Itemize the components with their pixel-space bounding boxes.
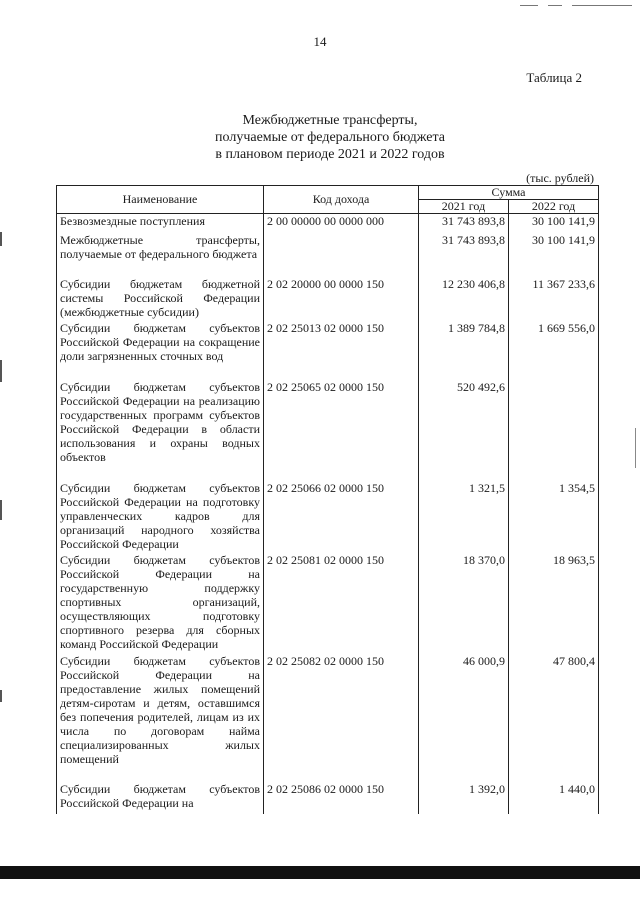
table-header (57, 186, 599, 214)
table-row (57, 277, 599, 321)
row-value-2021: 1 392,0 (419, 782, 509, 814)
row-name: Субсидии бюджетам бюджетной системы Российской Федерации (межбюджетные субсидии) (57, 277, 264, 321)
row-value-2022: 1 354,5 (509, 481, 599, 553)
row-value-2022: 47 800,4 (509, 654, 599, 782)
row-code: 2 02 25082 02 0000 150 (264, 654, 419, 782)
row-code: 2 02 25081 02 0000 150 (264, 553, 419, 654)
scan-margin-mark (0, 360, 2, 382)
table-label: Таблица 2 (526, 70, 582, 85)
table-row (57, 380, 599, 481)
row-name: Субсидии бюджетам субъектов Российской Федерации на реализацию государственных программ субъектов Российской Федерации в области использования и охраны водных объектов (57, 380, 264, 481)
row-value-2021: 1 389 784,8 (419, 321, 509, 380)
row-name: Межбюджетные трансферты, получаемые от федерального бюджета (57, 233, 264, 277)
header-code: Код дохода (264, 186, 419, 214)
scan-margin-mark (635, 428, 636, 468)
row-value-2021: 1 321,5 (419, 481, 509, 553)
scan-margin-mark (0, 500, 2, 520)
row-value-2022: 1 669 556,0 (509, 321, 599, 380)
row-name: Субсидии бюджетам субъектов Российской Федерации на (57, 782, 264, 814)
row-code: 2 00 00000 00 0000 000 (264, 214, 419, 233)
row-value-2022: 18 963,5 (509, 553, 599, 654)
scan-artifact-top (520, 5, 538, 6)
row-code: 2 02 25065 02 0000 150 (264, 380, 419, 481)
scan-margin-mark (0, 232, 2, 246)
table-body (57, 214, 599, 814)
table-row (57, 654, 599, 782)
row-name: Субсидии бюджетам субъектов Российской Федерации на сокращение доли загрязненных сточных вод (57, 321, 264, 380)
row-value-2021: 12 230 406,8 (419, 277, 509, 321)
header-year-2021: 2021 год (419, 200, 509, 214)
header-name: Наименование (57, 186, 264, 214)
scan-artifact-top (572, 5, 632, 6)
table-row (57, 553, 599, 654)
title-line-1: Межбюджетные трансферты, (242, 113, 418, 128)
title-line-2: получаемые от федерального бюджета (215, 130, 445, 145)
row-value-2021: 18 370,0 (419, 553, 509, 654)
row-name: Субсидии бюджетам субъектов Российской Федерации на подготовку управленческих кадров для организаций народного хозяйства Российской Федерации (57, 481, 264, 553)
row-value-2022: 30 100 141,9 (509, 233, 599, 277)
row-code: 2 02 25066 02 0000 150 (264, 481, 419, 553)
header-sum: Сумма (419, 186, 599, 200)
row-name: Субсидии бюджетам субъектов Российской Федерации на государственную поддержку спортивных организаций, осуществляющих подготовку спортивного резерва для сборных команд Российской Федерации (57, 553, 264, 654)
page-number: 14 (313, 34, 327, 49)
row-value-2022: 11 367 233,6 (509, 277, 599, 321)
row-value-2021: 31 743 893,8 (419, 233, 509, 277)
table-row (57, 481, 599, 553)
scan-artifact-top (548, 5, 562, 6)
row-name: Субсидии бюджетам субъектов Российской Федерации на предоставление жилых помещений детям-сиротам и детям, оставшимся без попечения родителей, лицам из их числа по договорам найма специализированных жилых помещений (57, 654, 264, 782)
header-year-2022: 2022 год (509, 200, 599, 214)
row-value-2021: 31 743 893,8 (419, 214, 509, 233)
scan-bottom-edge (0, 866, 640, 879)
scan-margin-mark (0, 690, 2, 702)
row-value-2021: 520 492,6 (419, 380, 509, 481)
units-label: (тыс. рублей) (526, 171, 594, 185)
table-row (57, 214, 599, 233)
table-row (57, 321, 599, 380)
row-value-2022 (509, 380, 599, 481)
document-title (0, 112, 640, 163)
row-code (264, 233, 419, 277)
row-code: 2 02 25086 02 0000 150 (264, 782, 419, 814)
table-row (57, 233, 599, 277)
row-name: Безвозмездные поступления (57, 214, 264, 233)
row-value-2022: 30 100 141,9 (509, 214, 599, 233)
row-code: 2 02 20000 00 0000 150 (264, 277, 419, 321)
table-row (57, 782, 599, 814)
row-value-2021: 46 000,9 (419, 654, 509, 782)
row-value-2022: 1 440,0 (509, 782, 599, 814)
title-line-3: в плановом периоде 2021 и 2022 годов (215, 147, 445, 162)
transfers-table (56, 185, 599, 814)
row-code: 2 02 25013 02 0000 150 (264, 321, 419, 380)
